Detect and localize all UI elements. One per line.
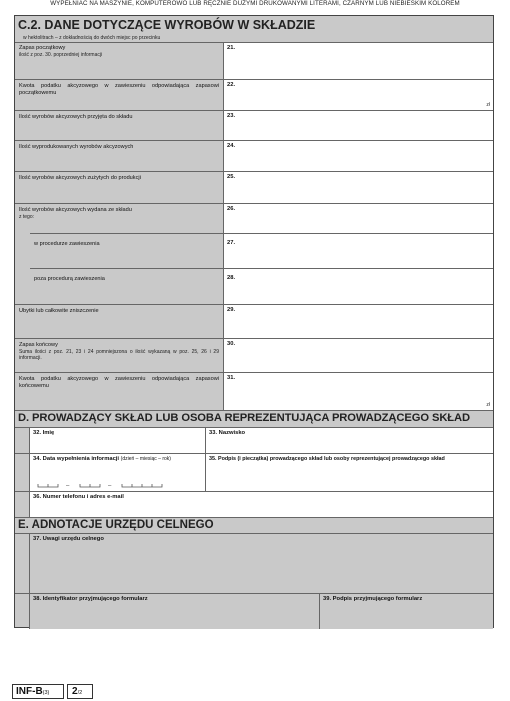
field-32-label: 32. Imię [33,430,55,436]
row-30-sub: Suma ilości z poz. 21, 23 i 24 pomniejszona o ilość wykazaną w poz. 25, 26 i 29 informacji. [19,349,219,361]
field-30[interactable] [223,339,493,372]
field-25-number: 25. [227,174,236,180]
section-e-header [15,517,493,533]
page-number-box [67,684,93,699]
field-31[interactable] [223,373,493,410]
field-26-number: 26. [227,206,236,212]
field-38-label: 38. Identyfikator przyjmującego formularz [33,596,148,602]
field-35[interactable] [205,454,493,492]
row-22-label: Kwota podatku akcyzowego w zawieszeniu odpowiadająca zapasowi początkowemu [19,83,219,96]
row-24 [15,140,493,171]
section-c2-subtitle: w hektolitrach – z dokładnością do dwóch miejsc po przecinku [23,35,161,41]
date-year-boxes [122,484,162,487]
field-22-unit: zł [486,102,490,108]
field-34[interactable] [29,454,205,492]
field-39[interactable] [319,594,493,629]
date-sep-2: – [108,483,112,489]
field-25[interactable] [223,172,493,203]
field-27[interactable] [223,234,493,268]
date-entry-lines [30,454,206,492]
row-32-33 [15,427,493,453]
field-34-hint: (dzień – miesiąc – rok) [120,456,171,462]
section-d-header [15,410,493,427]
row-26-label: Ilość wyrobów akcyzowych wydana ze składu [19,207,132,213]
row-28 [30,268,493,304]
field-37-label: 37. Uwagi urzędu celnego [33,536,104,542]
row-23 [15,110,493,140]
field-27-number: 27. [227,240,236,246]
row-24-label: Ilość wyprodukowanych wyrobów akcyzowych [19,144,134,150]
field-23-number: 23. [227,113,236,119]
form-version: (3) [42,690,50,696]
row-21-label: Zapas początkowy [19,45,66,51]
row-23-label: Ilość wyrobów akcyzowych przyjęta do składu [19,114,133,120]
field-21[interactable] [223,43,493,79]
date-month-boxes [80,484,100,487]
row-29-label: Ubytki lub całkowite zniszczenie [19,308,99,314]
field-22-number: 22. [227,82,236,88]
field-28-number: 28. [227,275,236,281]
form-code: INF-B [16,686,43,697]
row-26 [15,203,493,233]
row-34-35 [15,453,493,491]
field-29[interactable] [223,305,493,338]
field-35-label: 35. Podpis (i pieczątka) prowadzącego skład lub osoby reprezentującej prowadzącego skład [209,456,445,462]
row-30 [15,338,493,372]
field-23[interactable] [223,111,493,140]
field-37[interactable] [29,534,493,594]
field-32[interactable] [29,428,205,454]
row-28-label: poza procedurą zawieszenia [34,276,105,282]
row-27-label: w procedurze zawieszenia [34,241,100,247]
row-29 [15,304,493,338]
row-25-label: Ilość wyrobów akcyzowych zużytych do produkcji [19,175,141,181]
field-34-title: 34. Data wypełnienia informacji [33,456,120,462]
header-note: WYPEŁNIAĆ NA MASZYNIE, KOMPUTEROWO LUB RĘCZNIE DUŻYMI DRUKOWANYMI LITERAMI, CZARNYM LUB NIEBIESKIM KOLOREM [50,0,460,7]
section-c2-title: C.2. DANE DOTYCZĄCE WYROBÓW W SKŁADZIE [18,18,316,32]
row-37 [15,533,493,593]
row-36 [15,491,493,517]
field-24[interactable] [223,141,493,171]
field-21-number: 21. [227,45,236,51]
page-total: /2 [77,690,83,696]
field-36-label: 36. Numer telefonu i adres e-mail [33,494,124,500]
row-25 [15,171,493,203]
page-number: 2 [72,686,78,697]
row-38-39 [15,593,493,628]
section-d-title: D. PROWADZĄCY SKŁAD LUB OSOBA REPREZENTUJĄCA PROWADZĄCEGO SKŁAD [18,412,470,424]
date-sep-1: – [66,483,70,489]
row-21 [15,42,493,79]
row-31 [15,372,493,410]
form-page [14,15,494,628]
date-day-boxes [38,484,58,487]
field-33[interactable] [205,428,493,454]
field-31-number: 31. [227,375,236,381]
section-e-title: E. ADNOTACJE URZĘDU CELNEGO [18,519,214,531]
field-30-number: 30. [227,341,236,347]
field-31-unit: zł [486,402,490,408]
row-22 [15,79,493,110]
field-26[interactable] [223,204,493,233]
field-28[interactable] [223,269,493,304]
field-38[interactable] [29,594,319,629]
field-36[interactable] [29,492,493,518]
field-29-number: 29. [227,307,236,313]
row-21-sub: ilość z poz. 30. poprzedniej informacji [19,52,103,58]
field-22[interactable] [223,80,493,110]
form-code-box [12,684,64,699]
row-26-sub: z tego: [19,214,35,220]
row-30-label: Zapas końcowy [19,342,58,348]
field-39-label: 39. Podpis przyjmującego formularz [323,596,423,602]
row-31-label: Kwota podatku akcyzowego w zawieszeniu odpowiadająca zapasowi końcowemu [19,376,219,389]
row-27 [30,233,493,268]
field-33-label: 33. Nazwisko [209,430,246,436]
field-24-number: 24. [227,143,236,149]
